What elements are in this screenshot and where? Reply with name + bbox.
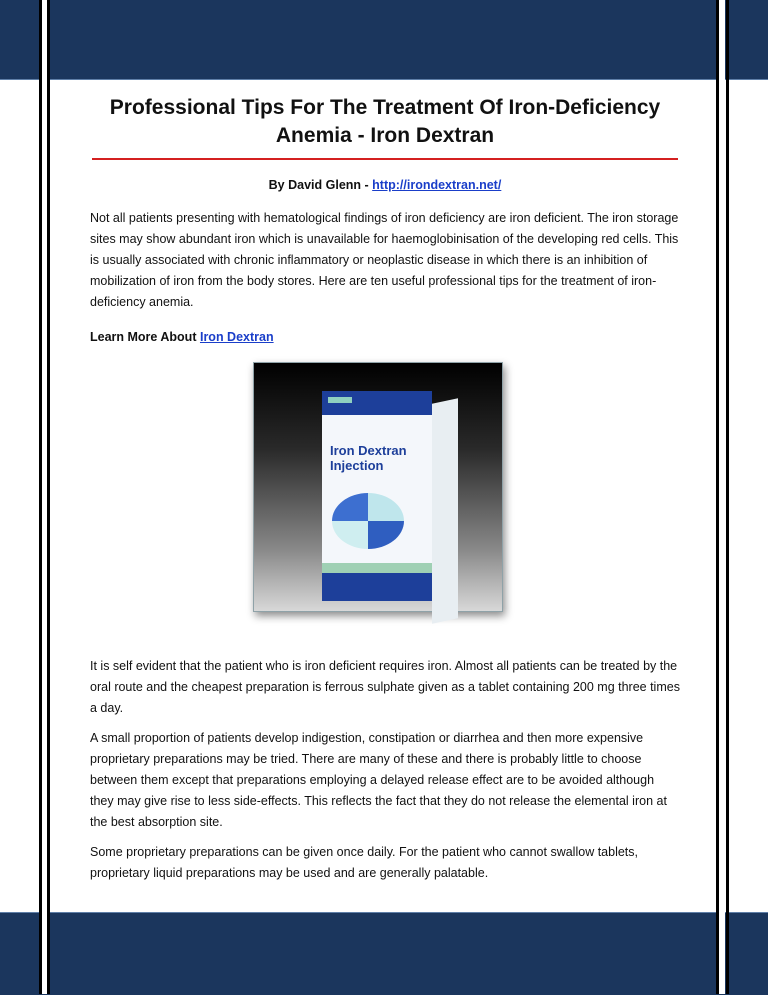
- product-label: Iron Dextran Injection: [330, 443, 407, 473]
- article: [90, 94, 680, 893]
- body-paragraph: A small proportion of patients develop indigestion, constipation or diarrhea and then more expensive proprietary preparations may be tried. There are many of these and there is probably little to choose between them except that preparations employing a delayed release effect are to be avoided although they may give rise to less side-effects. This reflects the fact that they do not release the elemental iron at the best absorption site.: [90, 731, 667, 829]
- learn-more-label: Learn More About: [90, 330, 200, 344]
- right-border-gap: [719, 0, 725, 994]
- body-paragraph: It is self evident that the patient who is iron deficient requires iron. Almost all patients can be treated by the oral route and the cheapest preparation is ferrous sulphate given as a tablet containing 200 mg three times a day.: [90, 659, 680, 715]
- product-tag: [328, 397, 352, 403]
- left-border-line-inner: [47, 0, 50, 994]
- product-logo-disc: [332, 493, 404, 549]
- intro-paragraph: Not all patients presenting with hematological findings of iron deficiency are iron deficient. The iron storage sites may show abundant iron which is unavailable for haemoglobinisation of the developing red cells. This is usually associated with chronic inflammatory or neoplastic disease in which there is an inhibition of mobilization of iron from the body stores. Here are ten useful professional tips for the treatment of iron-deficiency anemia.: [90, 211, 679, 309]
- title-divider: [92, 158, 678, 160]
- product-box: [322, 391, 432, 601]
- footer-band: [0, 912, 768, 995]
- right-border-line: [726, 0, 729, 994]
- byline-link[interactable]: http://irondextran.net/: [372, 178, 502, 192]
- body-paragraph: Some proprietary preparations can be given once daily. For the patient who cannot swallow tablets, proprietary liquid preparations may be used and are generally palatable.: [90, 845, 638, 880]
- learn-more: [90, 327, 680, 348]
- header-band: [0, 0, 768, 80]
- iron-dextran-link[interactable]: Iron Dextran: [199, 330, 274, 344]
- page-title: Professional Tips For The Treatment Of Iron-Deficiency Anemia - Iron Dextran: [109, 96, 661, 147]
- product-box-side: [432, 398, 458, 624]
- product-image: [253, 362, 503, 612]
- product-stripe: [322, 563, 432, 573]
- byline-author: By David Glenn -: [268, 178, 373, 192]
- byline: [90, 178, 680, 192]
